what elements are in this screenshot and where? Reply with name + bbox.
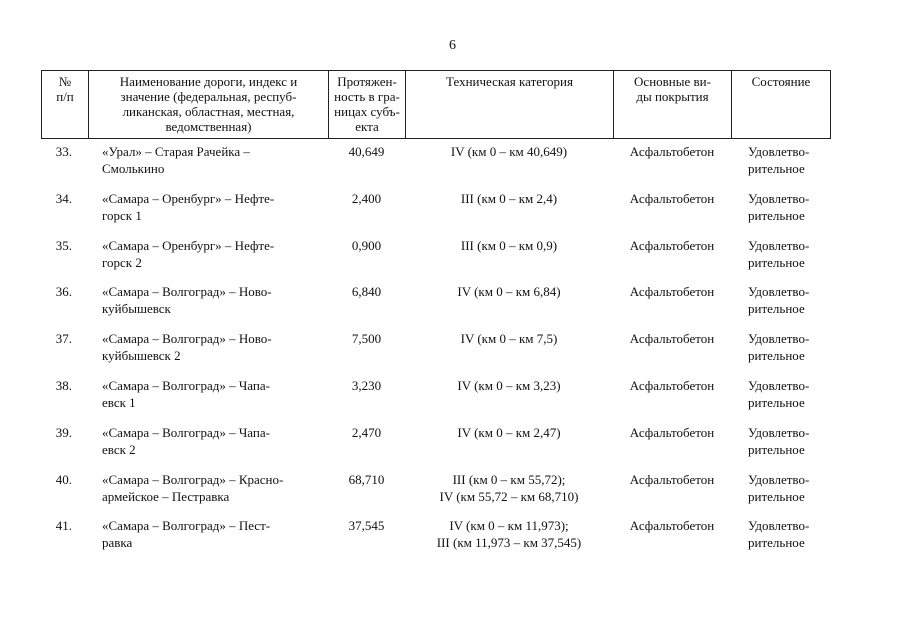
road-name: [88, 471, 328, 518]
table-row: [41, 377, 830, 424]
road-name-line: горск 2: [102, 254, 142, 270]
table-row: [41, 471, 830, 518]
road-length: 7,500: [351, 331, 382, 347]
header-name-line: значение (федеральная, респуб-: [120, 89, 297, 104]
row-number: 36.: [55, 284, 72, 300]
road-name-line: «Самара – Волгоград» – Чапа-: [102, 424, 270, 440]
road-state: [731, 237, 830, 284]
header-state: [732, 71, 831, 139]
header-road-name: [89, 71, 329, 139]
road-name-line: равка: [102, 535, 133, 551]
road-state-line: рительное: [748, 535, 805, 551]
technical-category: [405, 190, 613, 237]
road-state-line: рительное: [748, 441, 805, 457]
technical-category-line: IV (км 55,72 – км 68,710): [439, 488, 579, 504]
coverage-type: Асфальтобетон: [629, 377, 715, 393]
road-state-line: рительное: [748, 207, 805, 223]
road-state: [731, 471, 830, 518]
coverage-type: Асфальтобетон: [629, 144, 715, 159]
road-name-line: «Урал» – Старая Рачейка –: [102, 144, 250, 159]
road-length: 0,900: [351, 237, 382, 253]
road-state-line: Удовлетво-: [748, 471, 810, 487]
road-state: [731, 377, 830, 424]
road-name-line: куйбышевск 2: [102, 348, 181, 364]
technical-category: [405, 517, 613, 564]
road-state-line: рительное: [748, 394, 805, 410]
road-name: [88, 283, 328, 330]
header-num: [42, 71, 89, 139]
road-state-line: Удовлетво-: [748, 237, 810, 253]
road-name-line: «Самара – Волгоград» – Красно-: [102, 471, 284, 487]
road-state-line: Удовлетво-: [748, 190, 810, 206]
technical-category-line: III (км 11,973 – км 37,545): [436, 535, 582, 551]
technical-category: [405, 330, 613, 377]
roads-table: [41, 143, 830, 564]
road-name: [88, 190, 328, 237]
table-header: [41, 70, 831, 139]
row-number: 38.: [55, 377, 72, 393]
header-name-line: ликанская, областная, местная,: [122, 104, 295, 119]
road-name-line: армейское – Пестравка: [102, 488, 230, 504]
road-name-line: горск 1: [102, 207, 142, 223]
page-number: 6: [449, 38, 456, 53]
row-number: 33.: [55, 144, 72, 159]
road-state: [731, 517, 830, 564]
road-name: [88, 377, 328, 424]
road-name-line: «Самара – Волгоград» – Ново-: [102, 284, 272, 300]
road-name-line: Смолькино: [102, 161, 165, 176]
road-state-line: рительное: [748, 488, 805, 504]
coverage-type: Асфальтобетон: [629, 237, 715, 253]
table-row: [41, 237, 830, 284]
header-name-line: ведомственная): [165, 119, 252, 134]
road-name-line: евск 2: [102, 441, 136, 457]
road-state: [731, 283, 830, 330]
header-length-line: Протяжен-: [337, 74, 397, 89]
header-length: [329, 71, 406, 139]
road-state-line: рительное: [748, 301, 805, 317]
road-length: 2,400: [351, 190, 382, 206]
header-num-line: №: [58, 74, 72, 89]
coverage-type: Асфальтобетон: [629, 284, 715, 300]
table-row: [41, 143, 830, 190]
row-number: 39.: [55, 424, 72, 440]
road-state-line: Удовлетво-: [748, 377, 810, 393]
road-name: [88, 424, 328, 471]
technical-category-line: IV (км 0 – км 11,973);: [449, 518, 569, 534]
coverage-type: Асфальтобетон: [629, 331, 715, 347]
row-number: 41.: [55, 518, 72, 534]
road-state: [731, 143, 830, 190]
road-state-line: рительное: [748, 254, 805, 270]
row-number: 35.: [55, 237, 72, 253]
road-name: [88, 517, 328, 564]
coverage-type: Асфальтобетон: [629, 518, 715, 534]
technical-category: [405, 143, 613, 190]
road-name-line: «Самара – Волгоград» – Ново-: [102, 331, 272, 347]
row-number: 34.: [55, 190, 72, 206]
header-coverage: [614, 71, 732, 139]
header-length-line: екта: [355, 119, 379, 134]
technical-category-line: III (км 0 – км 55,72);: [452, 471, 566, 487]
technical-category-line: IV (км 0 – км 3,23): [457, 377, 561, 393]
technical-category-line: IV (км 0 – км 7,5): [460, 331, 558, 347]
technical-category-line: IV (км 0 – км 2,47): [457, 424, 561, 440]
header-category-line: Техническая категория: [446, 74, 573, 89]
road-name-line: «Самара – Оренбург» – Нефте-: [102, 237, 275, 253]
road-name-line: куйбышевск: [102, 301, 171, 317]
road-state-line: Удовлетво-: [748, 331, 810, 347]
road-state: [731, 190, 830, 237]
road-length: 68,710: [348, 471, 385, 487]
road-state-line: Удовлетво-: [748, 518, 810, 534]
technical-category: [405, 471, 613, 518]
road-length: 2,470: [351, 424, 382, 440]
road-name: [88, 330, 328, 377]
header-coverage-line: ды покрытия: [636, 89, 709, 104]
technical-category: [405, 237, 613, 284]
table-body: [41, 143, 830, 564]
technical-category-line: IV (км 0 – км 6,84): [457, 284, 561, 300]
coverage-type: Асфальтобетон: [629, 190, 715, 206]
road-name: [88, 237, 328, 284]
road-name-line: «Самара – Волгоград» – Чапа-: [102, 377, 270, 393]
road-name-line: «Самара – Оренбург» – Нефте-: [102, 190, 275, 206]
coverage-type: Асфальтобетон: [629, 471, 715, 487]
technical-category: [405, 377, 613, 424]
road-length: 40,649: [348, 144, 385, 159]
road-name-line: евск 1: [102, 394, 136, 410]
row-number: 40.: [55, 471, 72, 487]
table-row: [41, 283, 830, 330]
technical-category-line: III (км 0 – км 0,9): [460, 237, 558, 253]
header-coverage-line: Основные ви-: [634, 74, 711, 89]
technical-category: [405, 283, 613, 330]
table-row: [41, 190, 830, 237]
header-length-line: ницах субъ-: [334, 104, 400, 119]
road-state-line: Удовлетво-: [748, 284, 810, 300]
technical-category-line: IV (км 0 – км 40,649): [450, 144, 568, 159]
road-length: 6,840: [351, 284, 382, 300]
table-row: [41, 424, 830, 471]
road-name: [88, 143, 328, 190]
road-state-line: Удовлетво-: [748, 144, 810, 159]
table-row: [41, 330, 830, 377]
technical-category: [405, 424, 613, 471]
road-state: [731, 330, 830, 377]
header-state-line: Состояние: [751, 74, 811, 89]
road-state: [731, 424, 830, 471]
row-number: 37.: [55, 331, 72, 347]
road-state-line: Удовлетво-: [748, 424, 810, 440]
header-name-line: Наименование дороги, индекс и: [119, 74, 298, 89]
road-state-line: рительное: [748, 161, 805, 176]
road-length: 37,545: [348, 518, 385, 534]
header-length-line: ность в гра-: [334, 89, 400, 104]
table-row: [41, 517, 830, 564]
road-state-line: рительное: [748, 348, 805, 364]
road-name-line: «Самара – Волгоград» – Пест-: [102, 518, 271, 534]
header-category: [406, 71, 614, 139]
header-num-line: п/п: [56, 89, 74, 104]
coverage-type: Асфальтобетон: [629, 424, 715, 440]
road-length: 3,230: [351, 377, 382, 393]
technical-category-line: III (км 0 – км 2,4): [460, 190, 558, 206]
